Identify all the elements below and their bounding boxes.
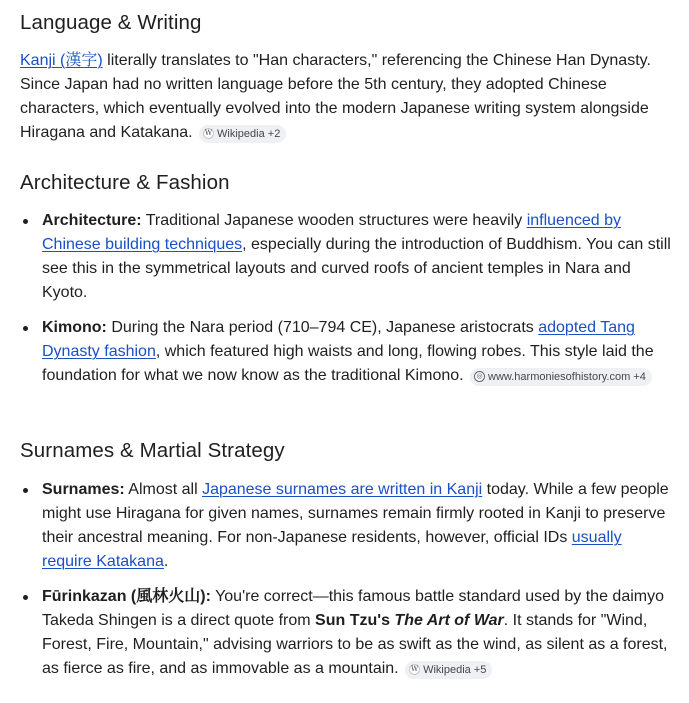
item-text: , which featured high waists and long, flowing robes. This style laid the foundation for what we now know as the traditional Kimono. bbox=[42, 343, 654, 384]
source-chip-label: Wikipedia +2 bbox=[217, 127, 281, 140]
bullet bbox=[23, 595, 28, 600]
source-chip-wikipedia[interactable] bbox=[199, 125, 286, 143]
item-label: Fūrinkazan (風林火山): bbox=[42, 588, 211, 605]
source-chip-label: Wikipedia +5 bbox=[423, 663, 487, 676]
source-chip-label: www.harmoniesofhistory.com +4 bbox=[488, 370, 646, 383]
item-label: Architecture: bbox=[42, 212, 142, 229]
list-item-furinkazan bbox=[20, 585, 672, 681]
source-chip-wikipedia[interactable] bbox=[405, 661, 492, 679]
item-text: , especially during the introduction of Buddhism. You can still see this in the symmetrical layouts and curved roofs of ancient temples in Nara and Kyoto. bbox=[42, 236, 671, 301]
item-text: During the Nara period (710–794 CE), Japanese aristocrats bbox=[106, 319, 539, 336]
architecture-list bbox=[20, 209, 672, 399]
link-japanese-surnames-kanji[interactable]: Japanese surnames are written in Kanji bbox=[202, 481, 483, 498]
bullet bbox=[23, 488, 28, 493]
item-text: . It stands for "Wind, Forest, Fire, Mountain," advising warriors to be as swift as the wind, as silent as a forest, as fierce as fire, and as immovable as a mountain. bbox=[42, 612, 668, 677]
item-text: Traditional Japanese wooden structures were heavily bbox=[141, 212, 527, 229]
bullet bbox=[23, 326, 28, 331]
item-text: You're correct—this famous battle standard used by the daimyo Takeda Shingen is a direct quote from bbox=[42, 588, 664, 629]
item-text: Almost all bbox=[124, 481, 203, 498]
list-item-architecture bbox=[20, 209, 672, 305]
book-title: The Art of War bbox=[394, 612, 504, 629]
wikipedia-icon: W bbox=[410, 665, 419, 673]
link-kanji[interactable]: Kanji (漢字) bbox=[20, 52, 103, 69]
item-text: . bbox=[163, 553, 169, 570]
wikipedia-icon: W bbox=[204, 129, 213, 137]
list-item-surnames bbox=[20, 478, 672, 574]
globe-icon: ◎ bbox=[474, 371, 485, 382]
list-item-kimono bbox=[20, 316, 672, 388]
item-label: Surnames: bbox=[42, 481, 125, 498]
bullet bbox=[23, 219, 28, 224]
source-chip-harmonies[interactable] bbox=[470, 368, 652, 386]
link-adopted-tang-dynasty[interactable]: adopted Tang Dynasty fashion bbox=[42, 319, 635, 360]
section-heading-architecture: Architecture & Fashion bbox=[20, 171, 230, 194]
item-text: today. While a few people might use Hiragana for given names, surnames remain firmly rooted in Kanji to preserve their ancestral meaning. For non-Japanese residents, however, official IDs bbox=[42, 481, 669, 546]
item-label: Kimono: bbox=[42, 319, 107, 336]
link-influenced-by-chinese[interactable]: influenced by Chinese building techniques bbox=[42, 212, 621, 253]
section-heading-surnames: Surnames & Martial Strategy bbox=[20, 439, 285, 462]
language-text: literally translates to "Han characters," referencing the Chinese Han Dynasty. Since Japan had no written language before the 5th century, they adopted Chinese characters, which eventually evolved into the modern Japanese writing system alongside Hiragana and Katakana. bbox=[20, 52, 651, 141]
section-heading-language: Language & Writing bbox=[20, 11, 202, 34]
surnames-list bbox=[20, 478, 672, 692]
language-paragraph bbox=[20, 49, 672, 145]
author-name: Sun Tzu's bbox=[315, 612, 390, 629]
link-usually-require-katakana[interactable]: usually require Katakana bbox=[42, 529, 622, 570]
